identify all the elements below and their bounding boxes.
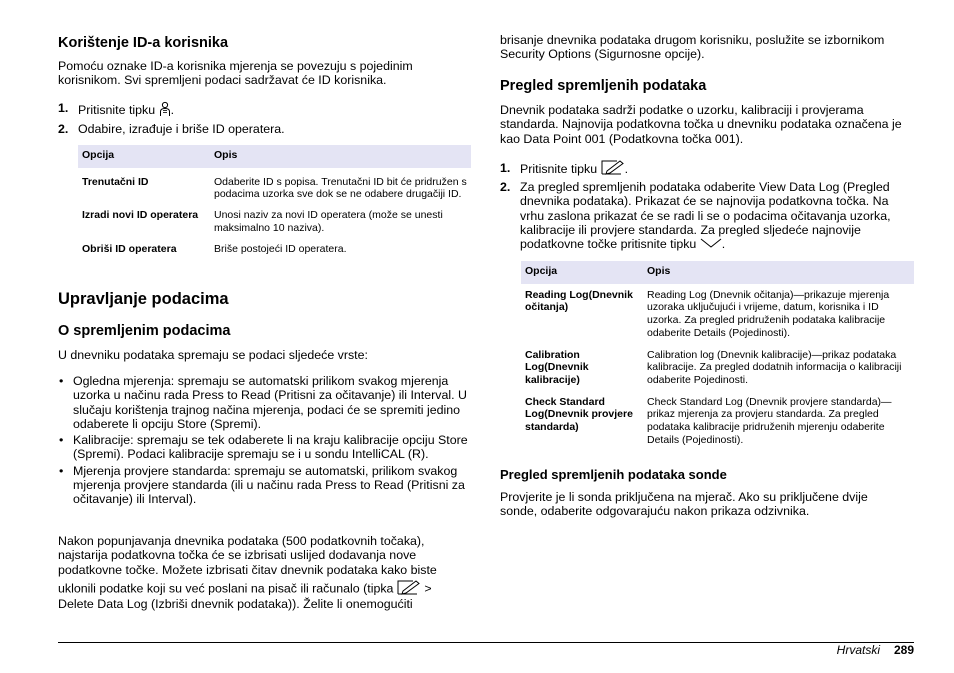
table-header-row (521, 261, 914, 284)
left-column (58, 0, 472, 640)
review-data-heading: Pregled spremljenih podataka (500, 78, 707, 94)
table-row (78, 235, 471, 256)
list-item-text: Ogledna mjerenja: spremaju se automatski prilikom svakog mjerenja uzorka u načinu rada Press to Read (Pritisni za očitavanje) ili Interval. U slučaju korištenja trajnog načina mjerenja, podaci će se spremiti jedino odaberete li opciju Store (Spremi). (73, 374, 467, 431)
saved-data-intro: U dnevniku podataka spremaju se podaci sljedeće vrste: (58, 348, 368, 362)
page-number: 289 (893, 643, 914, 657)
step-number: 1. (58, 101, 69, 115)
footer-divider (58, 642, 914, 643)
review-data-intro: Dnevnik podataka sadrži podatke o uzorku, kalibraciji i provjerama standarda. Najnovija podatkovna točka u dnevniku podataka označena je kao Data Point 001 (Podatkovna točka 001). (500, 103, 902, 146)
probe-data-text: Provjerite je li sonda priključena na mjerač. Ako su priključene dvije sonde, odaberite odgovarajuću nakon prikaza odzivnika. (500, 490, 868, 519)
table-row (78, 168, 471, 201)
step-number: 2. (500, 180, 511, 194)
closing-paragraph-b (58, 579, 472, 599)
table-header-option: Opcija (78, 145, 210, 168)
option-cell: Calibration Log(Dnevnik kalibracije) (525, 348, 589, 386)
footer-language: Hrvatski (836, 643, 880, 657)
option-cell: Reading Log(Dnevnik očitanja) (525, 288, 633, 314)
user-id-heading: Korištenje ID-a korisnika (58, 35, 229, 51)
description-cell: Unosi naziv za novi ID operatera (može se unesti maksimalno 10 naziva). (214, 209, 443, 234)
description-cell: Check Standard Log (Dnevnik provjere standarda)—prikaz mjerenja za provjeru standarda. Za pregled podataka kalibracije pridruženih mjerenju odaberite Details (Pojedinosti). (647, 395, 892, 446)
option-cell: Trenutačni ID (82, 175, 149, 188)
saved-data-bullet-list (58, 374, 472, 507)
user-id-options-table (78, 145, 471, 255)
bullet: • (59, 374, 64, 388)
table-row (521, 340, 914, 387)
log-key-icon (601, 159, 625, 180)
review-step-2 (500, 180, 914, 253)
table-header-description: Opis (210, 145, 471, 168)
option-cell: Check Standard Log(Dnevnik provjere standarda) (525, 395, 633, 434)
option-cell: Obriši ID operatera (82, 242, 177, 255)
table-header-option: Opcija (521, 261, 643, 284)
option-cell: Izradi novi ID operatera (82, 209, 199, 222)
step-text-end: . (170, 102, 175, 117)
description-cell: Odaberite ID s popisa. Trenutačni ID bit će pridružen s podacima uzorka sve dok se ne odabere drugačiji ID. (214, 175, 467, 201)
list-item-text: Kalibracije: spremaju se tek odaberete li na kraju kalibracije opciju Store (Spremi). Podaci kalibracije spremaju se i u sondu IntelliCAL (R). (73, 433, 468, 462)
list-item (58, 433, 472, 462)
closing-paragraph-a: Nakon popunjavanja dnevnika podataka (500 podatkovnih točaka), najstarija podatkovna točka će se izbrisati uslijed dodavanja nove podatkovne točke. Možete izbrisati čitav dnevnik podataka kako biste (58, 534, 437, 577)
step-text: Pritisnite tipku (520, 161, 598, 176)
probe-data-heading: Pregled spremljenih podataka sonde (500, 467, 727, 482)
step-text: Pritisnite tipku (78, 102, 156, 117)
data-management-heading: Upravljanje podacima (58, 290, 229, 308)
table-header-row (78, 145, 471, 168)
step-text-end: . (624, 161, 629, 176)
description-cell: Calibration log (Dnevnik kalibracije)—prikaz podataka kalibracije. Za pregled dodatnih informacija o kalibraciji odaberite Pojedinosti. (647, 348, 902, 386)
bullet: • (59, 433, 64, 448)
description-cell: Briše postojeći ID operatera. (214, 242, 347, 255)
data-log-options-table (521, 261, 914, 446)
table-row (521, 284, 914, 340)
down-arrow-key-icon (700, 237, 722, 252)
closing-text: uklonili podatke koji su već poslani na pisač ili računalo (tipka (58, 581, 394, 596)
right-column (500, 0, 914, 640)
review-step-1 (500, 159, 914, 180)
description-cell: Reading Log (Dnevnik očitanja)—prikazuje mjerenja uzoraka uključujući i vrijeme, datum, korisnika i ID uzorka. Za pregled pridruženih podataka kalibracije odaberite Details (Pojedinosti). (647, 288, 890, 339)
user-id-key-icon (159, 101, 171, 120)
user-id-step-2 (58, 122, 472, 136)
table-header-description: Opis (643, 261, 914, 284)
table-row (521, 387, 914, 447)
saved-data-heading: O spremljenim podacima (58, 323, 231, 339)
step-text-end: . (721, 237, 726, 252)
step-text: Odabire, izrađuje i briše ID operatera. (78, 122, 285, 136)
step-number: 1. (500, 161, 511, 175)
table-row (78, 201, 471, 234)
user-id-step-1 (58, 101, 472, 120)
user-id-intro: Pomoću oznake ID-a korisnika mjerenja se povezuju s pojedinim korisnikom. Svi spremljeni podaci sadržavat će ID korisnika. (58, 59, 413, 88)
list-item (58, 464, 472, 507)
closing-paragraph-c: Delete Data Log (Izbriši dnevnik podataka)). Želite li onemogućiti (58, 597, 413, 611)
step-text: Za pregled spremljenih podataka odaberite View Data Log (Pregled dnevnika podataka). Prikazat će se najnovija podatkovna točka. Na vrhu zaslona prikazat će se radi li se o podacima očitavanja uzorka, kalibracije ili provjere standarda. Za pregled sljedeće najnovije podatkovne točke pritisnite tipku (520, 180, 891, 252)
closing-text-end: > (424, 581, 432, 596)
bullet: • (59, 463, 64, 478)
log-key-icon (397, 579, 421, 599)
step-number: 2. (58, 122, 69, 136)
list-item (58, 374, 472, 431)
continuation-paragraph: brisanje dnevnika podataka drugom korisniku, poslužite se izbornikom Security Options (Sigurnosne opcije). (500, 33, 885, 62)
list-item-text: Mjerenja provjere standarda: spremaju se automatski, prilikom svakog mjerenja provjere standarda (ili u načinu rada Press to Read (Pritisni za očitavanje) ili Interval). (73, 463, 465, 507)
